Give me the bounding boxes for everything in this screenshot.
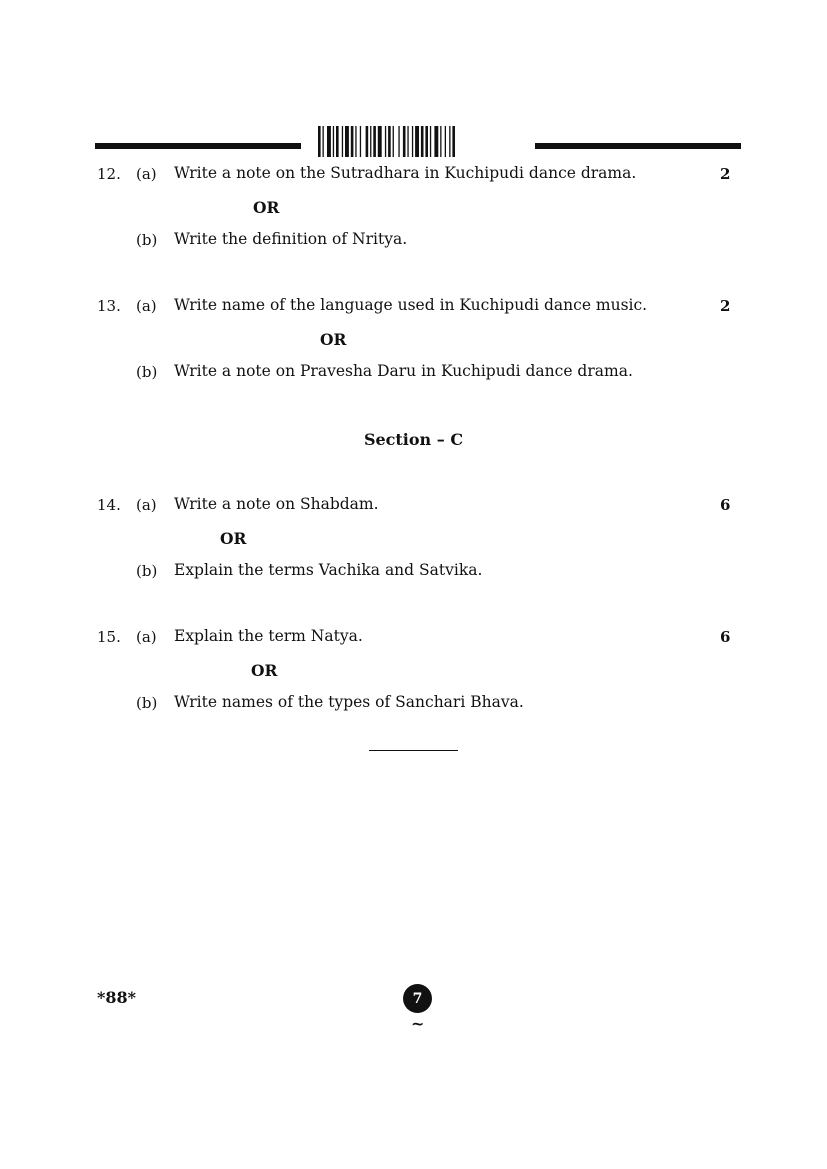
header-rule-right [535, 143, 741, 149]
barcode-bar [388, 126, 391, 157]
barcode-bar [351, 126, 354, 157]
or-label: OR [220, 529, 247, 548]
barcode-bar [385, 126, 386, 157]
barcode-bar [398, 126, 399, 157]
barcode-bar [425, 126, 428, 157]
barcode-bar [449, 126, 450, 157]
barcode-bar [342, 126, 343, 157]
barcode-bar [355, 126, 356, 157]
question-marks: 6 [720, 496, 731, 514]
question-text-b: Write the definition of Nritya. [174, 230, 408, 248]
barcode-bar [393, 126, 394, 157]
barcode-bar [373, 126, 376, 157]
barcode-bar [430, 126, 431, 157]
barcode-bar [323, 126, 324, 157]
footer-mark: ~ [411, 1014, 425, 1033]
question-text-a: Explain the term Natya. [174, 627, 363, 645]
end-rule [369, 750, 458, 751]
question-number: 13. [97, 297, 121, 315]
barcode-bar [333, 126, 334, 157]
barcode-bar [370, 126, 371, 157]
barcode-bar [345, 126, 349, 157]
question-marks: 6 [720, 628, 731, 646]
question-number: 14. [97, 496, 121, 514]
question-text-a: Write a note on the Sutradhara in Kuchipudi dance drama. [174, 164, 637, 182]
paper-code: *88* [97, 988, 136, 1007]
part-label-a: (a) [136, 496, 157, 514]
or-label: OR [251, 661, 278, 680]
barcode-bar [440, 126, 441, 157]
part-label-a: (a) [136, 165, 157, 183]
barcode-bar [412, 126, 413, 157]
barcode-bar [403, 126, 406, 157]
barcode-bar [327, 126, 331, 157]
question-text-b: Explain the terms Vachika and Satvika. [174, 561, 483, 579]
or-label: OR [253, 198, 280, 217]
barcode-bar [407, 126, 408, 157]
barcode-bar [415, 126, 419, 157]
question-text-b: Write names of the types of Sanchari Bhava. [174, 693, 524, 711]
part-label-a: (a) [136, 628, 157, 646]
question-text-a: Write a note on Shabdam. [174, 495, 379, 513]
header-rule-left [95, 143, 301, 149]
barcode-bar [360, 126, 361, 157]
section-heading: Section – C [363, 430, 464, 449]
question-number: 12. [97, 165, 121, 183]
part-label-b: (b) [136, 231, 158, 249]
barcode-bar [421, 126, 424, 157]
barcode-bar [336, 126, 339, 157]
barcode-bar [318, 126, 321, 157]
barcode-bar [452, 126, 455, 157]
barcode-bar [445, 126, 446, 157]
barcode-bar [366, 126, 369, 157]
question-number: 15. [97, 628, 121, 646]
question-text-a: Write name of the language used in Kuchipudi dance music. [174, 296, 648, 314]
part-label-b: (b) [136, 694, 158, 712]
barcode-bar [378, 126, 382, 157]
page-number-label: 7 [412, 990, 423, 1007]
barcode [318, 126, 508, 157]
barcode-bar [434, 126, 438, 157]
part-label-a: (a) [136, 297, 157, 315]
page-number [403, 984, 432, 1013]
question-text-b: Write a note on Pravesha Daru in Kuchipudi dance drama. [174, 362, 633, 380]
part-label-b: (b) [136, 562, 158, 580]
question-marks: 2 [720, 297, 731, 315]
question-marks: 2 [720, 165, 731, 183]
or-label: OR [320, 330, 347, 349]
part-label-b: (b) [136, 363, 158, 381]
